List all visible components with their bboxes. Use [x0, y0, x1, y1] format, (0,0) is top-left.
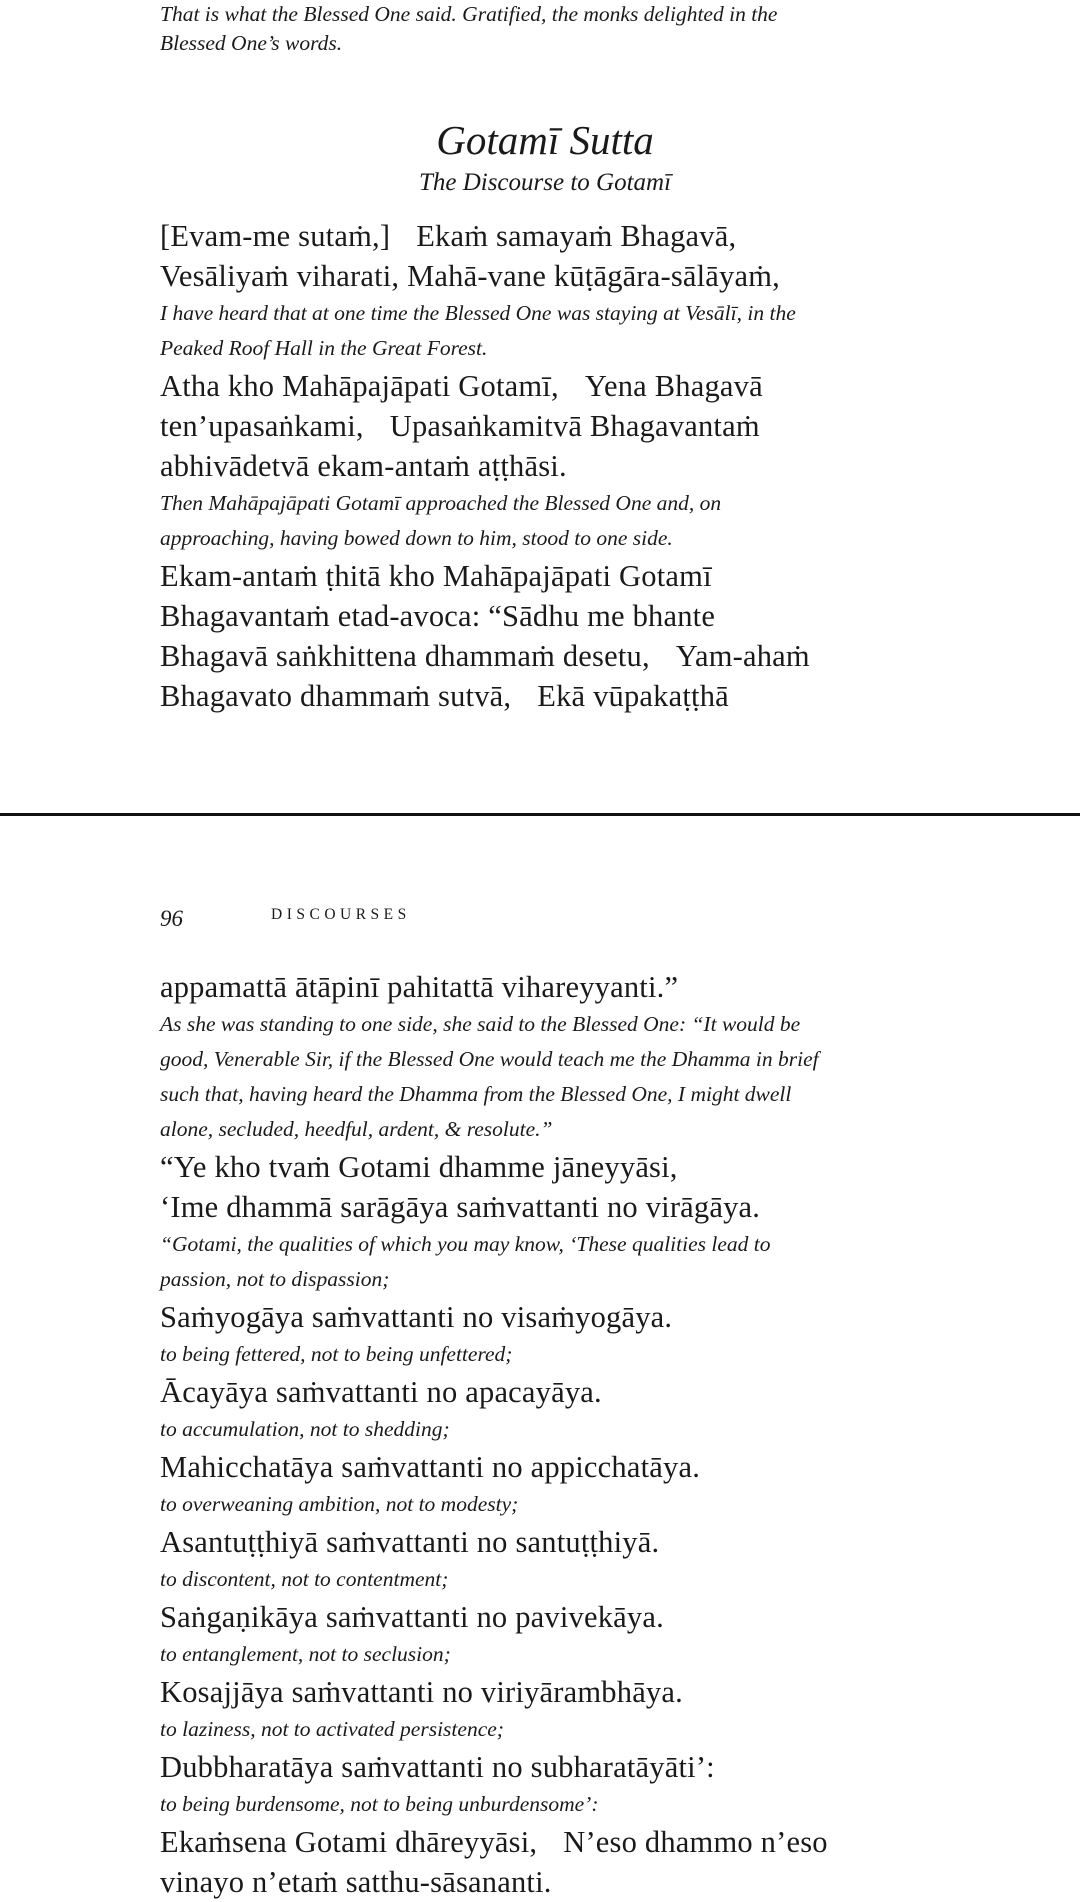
translation-line: I have heard that at one time the Blessed One was staying at Vesālī, in the — [160, 301, 796, 325]
pali-line — [160, 676, 930, 716]
translation-line: to being fettered, not to being unfettered; — [160, 1342, 513, 1366]
pali-line — [160, 366, 930, 406]
translation — [160, 1337, 930, 1372]
translation-line: to entanglement, not to seclusion; — [160, 1642, 451, 1666]
translation-line: approaching, having bowed down to him, stood to one side. — [160, 526, 673, 550]
translation-line: Peaked Roof Hall in the Great Forest. — [160, 336, 488, 360]
pali-phrase: ‘Ime dhammā sarāgāya saṁvattanti no virāgāya. — [160, 1190, 761, 1224]
pali-phrase: Yena Bhagavā — [584, 369, 763, 403]
translation-line: to overweaning ambition, not to modesty; — [160, 1492, 519, 1516]
page-divider — [0, 813, 1080, 816]
pali-line — [160, 1597, 930, 1637]
pali-phrase: Ekam-antaṁ ṭhitā kho Mahāpajāpati Gotamī — [160, 559, 712, 593]
closing-line: That is what the Blessed One said. Gratified, the monks delighted in the — [160, 2, 778, 26]
pali-passage-1 — [160, 216, 930, 296]
pali-phrase: Vesāliyaṁ viharati, Mahā-vane kūṭāgāra-sālāyaṁ, — [160, 259, 780, 293]
translation-line: alone, secluded, heedful, ardent, & resolute.” — [160, 1117, 553, 1141]
pali-line — [160, 256, 930, 296]
closing-line: Blessed One’s words. — [160, 31, 343, 55]
page-number: 96 — [160, 906, 183, 931]
translation — [160, 1787, 930, 1822]
pali-passage — [160, 1147, 930, 1227]
pali-phrase: [Evam-me sutaṁ,] — [160, 219, 391, 253]
translation-2 — [160, 486, 930, 556]
top-page-content — [160, 0, 930, 716]
translation — [160, 1637, 930, 1672]
pali-phrase: Ekā vūpakaṭṭhā — [537, 679, 729, 713]
translation — [160, 1562, 930, 1597]
pali-line — [160, 1672, 930, 1712]
pali-phrase: abhivādetvā ekam-antaṁ aṭṭhāsi. — [160, 449, 567, 483]
pali-passage — [160, 1822, 930, 1902]
pali-line — [160, 1822, 930, 1862]
sutta-heading — [160, 114, 930, 200]
pali-phrase: vinayo n’etaṁ satthu-sāsananti. — [160, 1865, 552, 1899]
translation-line: to accumulation, not to shedding; — [160, 1417, 450, 1441]
pali-passage-3 — [160, 556, 930, 716]
pali-passage — [160, 1522, 930, 1562]
translation-line: to laziness, not to activated persistence; — [160, 1717, 504, 1741]
pali-line — [160, 406, 930, 446]
top-page — [0, 0, 1080, 813]
bottom-page-content — [160, 967, 930, 1902]
pali-phrase: Asantuṭṭhiyā saṁvattanti no santuṭṭhiyā. — [160, 1525, 660, 1559]
pali-line — [160, 1187, 930, 1227]
pali-phrase: N’eso dhammo n’eso — [563, 1825, 828, 1859]
pali-phrase: Saṅgaṇikāya saṁvattanti no pavivekāya. — [160, 1600, 664, 1634]
pali-phrase: “Ye kho tvaṁ Gotami dhamme jāneyyāsi, — [160, 1150, 678, 1184]
pali-passage-2 — [160, 366, 930, 486]
pali-phrase: Bhagavantaṁ etad-avoca: “Sādhu me bhante — [160, 599, 716, 633]
pali-line — [160, 446, 930, 486]
pali-line — [160, 1862, 930, 1902]
sutta-subtitle: The Discourse to Gotamī — [418, 169, 672, 196]
pali-passage — [160, 1447, 930, 1487]
pali-passage — [160, 1297, 930, 1337]
pali-line — [160, 556, 930, 596]
translation — [160, 1007, 930, 1147]
pali-phrase: Kosajjāya saṁvattanti no viriyārambhāya. — [160, 1675, 683, 1709]
translation-line: As she was standing to one side, she said to the Blessed One: “It would be — [160, 1012, 801, 1036]
translation-line: to being burdensome, not to being unburdensome’: — [160, 1792, 599, 1816]
pali-line — [160, 1372, 930, 1412]
pali-passage — [160, 1672, 930, 1712]
pali-line — [160, 596, 930, 636]
pali-passage — [160, 1747, 930, 1787]
pali-passage — [160, 1597, 930, 1637]
pali-line — [160, 967, 930, 1007]
pali-passage — [160, 1372, 930, 1412]
running-head: DISCOURSES — [271, 906, 411, 923]
pali-phrase: Ācayāya saṁvattanti no apacayāya. — [160, 1375, 602, 1409]
translation — [160, 1227, 930, 1297]
pali-phrase: Mahicchatāya saṁvattanti no appicchatāya. — [160, 1450, 701, 1484]
translation-line: “Gotami, the qualities of which you may know, ‘These qualities lead to — [160, 1232, 771, 1256]
pali-line — [160, 636, 930, 676]
pali-line — [160, 216, 930, 256]
pali-phrase: ten’upasaṅkami, — [160, 409, 364, 443]
translation-line: good, Venerable Sir, if the Blessed One would teach me the Dhamma in brief — [160, 1047, 819, 1071]
pali-phrase: Dubbharatāya saṁvattanti no subharatāyāti’: — [160, 1750, 715, 1784]
translation — [160, 1412, 930, 1447]
closing-paragraph — [160, 0, 930, 58]
pali-phrase: Yam-ahaṁ — [675, 639, 810, 673]
pali-line — [160, 1297, 930, 1337]
translation-line: Then Mahāpajāpati Gotamī approached the Blessed One and, on — [160, 491, 722, 515]
translation — [160, 1487, 930, 1522]
pali-phrase: Ekaṁ samayaṁ Bhagavā, — [416, 219, 737, 253]
pali-phrase: Bhagavā saṅkhittena dhammaṁ desetu, — [160, 639, 650, 673]
bottom-page — [0, 817, 1080, 1899]
page-header — [160, 906, 930, 946]
pali-line — [160, 1747, 930, 1787]
pali-phrase: Ekaṁsena Gotami dhāreyyāsi, — [160, 1825, 538, 1859]
sutta-title: Gotamī Sutta — [436, 117, 654, 163]
translation-line: such that, having heard the Dhamma from the Blessed One, I might dwell — [160, 1082, 792, 1106]
pali-phrase: Bhagavato dhammaṁ sutvā, — [160, 679, 512, 713]
pali-line — [160, 1147, 930, 1187]
pali-line — [160, 1447, 930, 1487]
pali-line — [160, 1522, 930, 1562]
translation-line: passion, not to dispassion; — [160, 1267, 390, 1291]
pali-passage — [160, 967, 930, 1007]
translation-1 — [160, 296, 930, 366]
pali-phrase: Atha kho Mahāpajāpati Gotamī, — [160, 369, 559, 403]
pali-phrase: Saṁyogāya saṁvattanti no visaṁyogāya. — [160, 1300, 673, 1334]
translation — [160, 1712, 930, 1747]
translation-line: to discontent, not to contentment; — [160, 1567, 449, 1591]
pali-phrase: appamattā ātāpinī pahitattā vihareyyanti.” — [160, 970, 679, 1004]
pali-phrase: Upasaṅkamitvā Bhagavantaṁ — [389, 409, 760, 443]
